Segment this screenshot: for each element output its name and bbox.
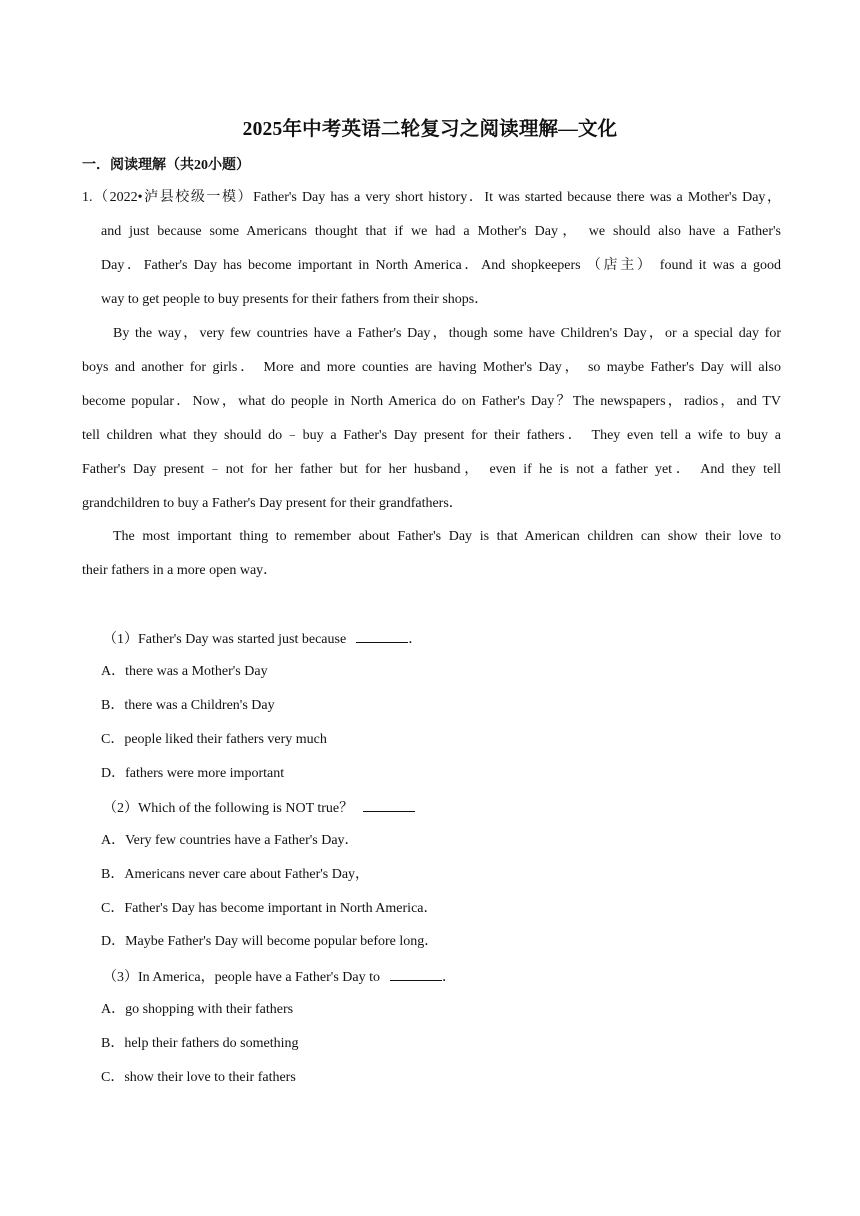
question-text: （1）Father's Day was started just because [103,632,347,647]
question-stem [103,628,422,650]
answer-option: C．show their love to their fathers [101,1070,296,1085]
question-stem [103,797,415,819]
question-text: （2）Which of the following is NOT true？ [103,801,354,816]
answer-option: C．Father's Day has become important in North America． [101,901,438,916]
answer-option: A．go shopping with their fathers [101,1002,294,1017]
answer-option: B．there was a Children's Day [101,698,275,713]
answer-blank [363,797,415,812]
answer-blank [390,966,442,981]
passage-line: 1.（2022•泸县校级一模）Father's Day has a very short history．It was started because there was a Mother's Day， [82,190,781,205]
passage-line: grandchildren to buy a Father's Day present for their grandfathers． [82,496,463,511]
passage-line: become popular．Now，what do people in North America do on Father's Day？The newspapers，radios，and TV [82,394,781,409]
answer-option: B．help their fathers do something [101,1036,299,1051]
passage-line: and just because some Americans thought that if we had a Mother's Day， we should also have a Father's [101,224,781,239]
answer-option: D．fathers were more important [101,766,285,781]
answer-option: B．Americans never care about Father's Day， [101,867,370,882]
answer-option: C．people liked their fathers very much [101,732,327,747]
passage-line: Day．Father's Day has become important in North America．And shopkeepers （店主） found it was a good [101,258,781,273]
passage-line: By the way，very few countries have a Father's Day，though some have Children's Day，or a special day for [113,326,781,341]
passage-line: way to get people to buy presents for their fathers from their shops． [101,292,489,307]
passage-line: boys and another for girls． More and more counties are having Mother's Day， so maybe Father's Day will also [82,360,781,375]
answer-option: D．Maybe Father's Day will become popular before long． [101,934,439,949]
passage-line: tell children what they should do﹣buy a Father's Day present for their fathers． They even tell a wife to buy a [82,428,781,443]
blank-suffix: ． [442,970,456,985]
blank-suffix: ． [408,632,423,647]
passage-line: The most important thing to remember about Father's Day is that American children can show their love to [113,529,781,544]
answer-option: A．Very few countries have a Father's Day． [101,833,359,848]
answer-blank [356,628,408,643]
passage-line: Father's Day present﹣not for her father but for her husband， even if he is not a father yet． And they tell [82,462,781,477]
answer-option: A．there was a Mother's Day [101,664,268,679]
passage-line: their fathers in a more open way． [82,563,278,578]
page-title: 2025年中考英语二轮复习之阅读理解—文化 [242,119,618,140]
question-text: （3）In America，people have a Father's Day to [103,970,380,985]
question-stem [103,966,456,988]
section-heading: 一．阅读理解（共20小题） [82,158,250,173]
